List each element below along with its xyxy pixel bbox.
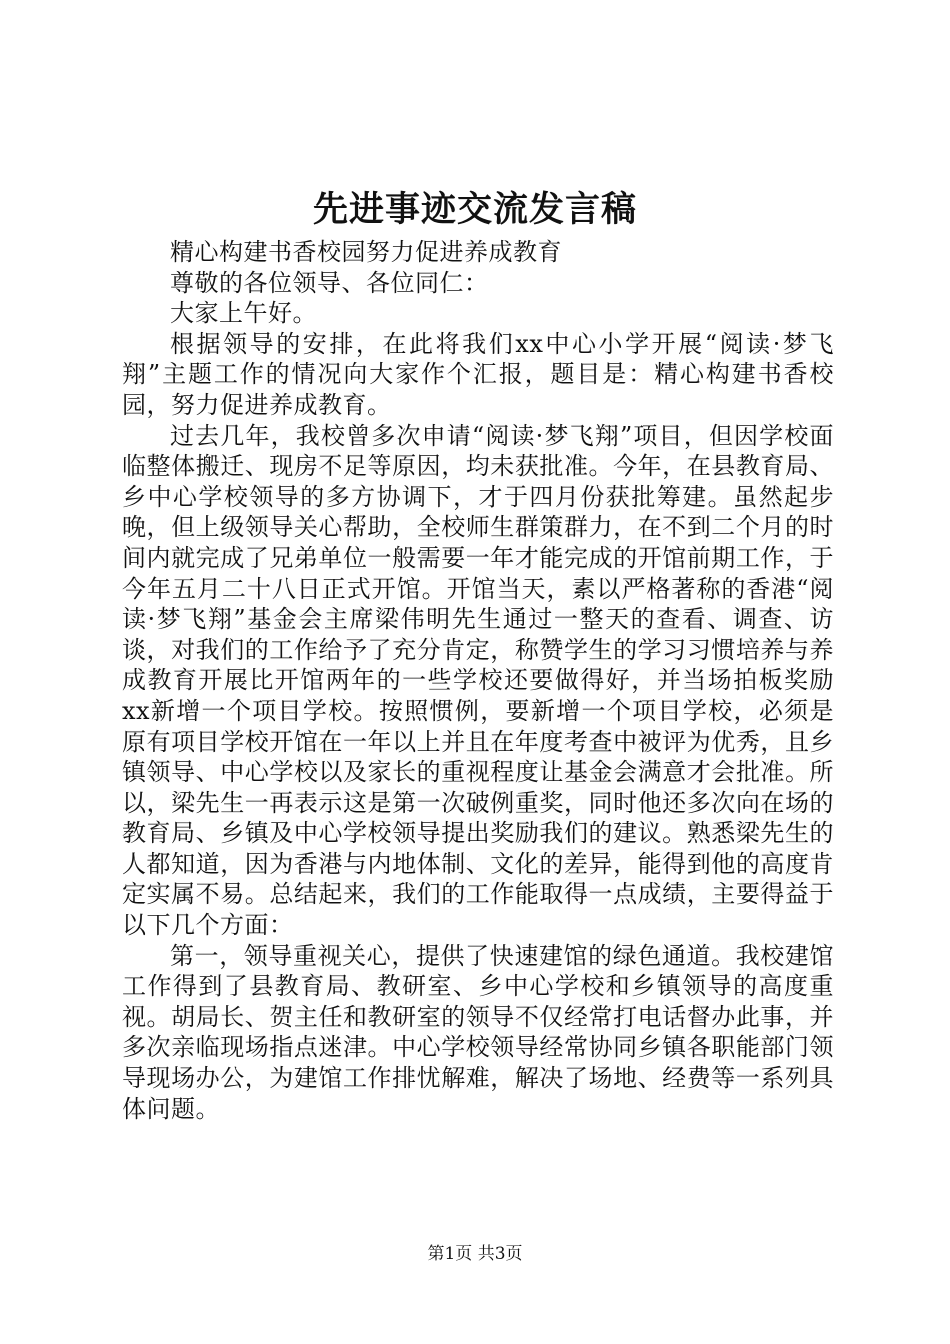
paragraph-greeting: 大家上午好。 bbox=[170, 299, 317, 328]
paragraph-subtitle: 精心构建书香校园努力促进养成教育 bbox=[170, 238, 562, 266]
document-title: 先进事迹交流发言稿 bbox=[312, 189, 637, 230]
paragraph-salutation: 尊敬的各位领导、各位同仁： bbox=[170, 268, 489, 297]
paragraph-background: 过去几年，我校曾多次申请“阅读·梦飞翔”项目，但因学校面临整体搬迁、现房不足等原因，均未获批准。今年，在县教育局、乡中心学校领导的多方协调下，才于四月份获批筹建。虽然起步晚，但上级领导关心帮助，全校师生群策群力，在不到二个月的时间内就完成了兄弟单位一般需要一年才能完成的开馆前期工作，于今年五月二十八日正式开馆。开馆当天，素以严格著称的香港“阅读·梦飞翔”基金会主席梁伟明先生通过一整天的查看、调查、访谈，对我们的工作给予了充分肯定，称赞学生的学习习惯培养与养成教育开展比开馆两年的一些学校还要做得好，并当场拍板奖励xx新增一个项目学校。按照惯例，要新增一个项目学校，必须是原有项目学校开馆在一年以上并且在年度考查中被评为优秀，且乡镇领导、中心学校以及家长的重视程度让基金会满意才会批准。所以，梁先生一再表示这是第一次破例重奖，同时他还多次向在场的教育局、乡镇及中心学校领导提出奖励我们的建议。熟悉梁先生的人都知道，因为香港与内地体制、文化的差异，能得到他的高度肯定实属不易。总结起来，我们的工作能取得一点成绩，主要得益于以下几个方面： bbox=[122, 421, 834, 940]
paragraph-point-one: 第一，领导重视关心，提供了快速建馆的绿色通道。我校建馆工作得到了县教育局、教研室、乡中心学校和乡镇领导的高度重视。胡局长、贺主任和教研室的领导不仅经常打电话督办此事，并多次亲临现场指点迷津。中心学校领导经常协同乡镇各职能部门领导现场办公，为建馆工作排忧解难，解决了场地、经费等一系列具体问题。 bbox=[122, 941, 834, 1123]
document-body bbox=[122, 237, 834, 1124]
paragraph-intro: 根据领导的安排，在此将我们xx中心小学开展“阅读·梦飞翔”主题工作的情况向大家作个汇报，题目是：精心构建书香校园，努力促进养成教育。 bbox=[122, 329, 834, 419]
page-footer: 第1页 共3页 bbox=[427, 1244, 523, 1264]
